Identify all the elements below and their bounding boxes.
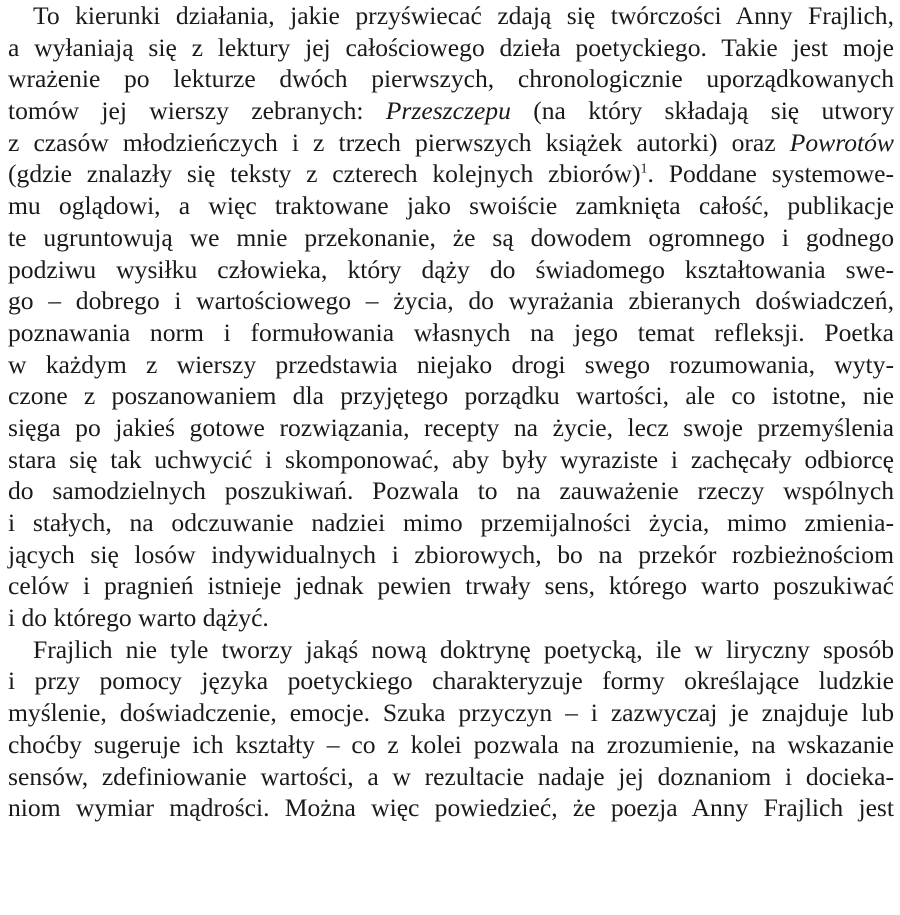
- text-line: [8, 761, 894, 793]
- text-line: [8, 570, 894, 602]
- text-segment: wrażenie po lekturze dwóch pierwszych, chronologicznie uporządkowanych: [8, 64, 894, 94]
- italic-title: Przeszczepu: [385, 96, 511, 126]
- text-line: [8, 507, 894, 539]
- text-line: [8, 602, 894, 634]
- text-segment: te ugruntowują we mnie przekonanie, że są dowodem ogromnego i godnego: [8, 222, 894, 252]
- text-segment: i przy pomocy języka poetyckiego charakteryzuje formy określające ludzkie: [8, 666, 894, 696]
- text-line: [8, 317, 894, 349]
- footnote-marker: 1: [640, 161, 648, 177]
- text-line: [8, 32, 894, 64]
- text-line: [8, 665, 894, 697]
- text-segment: (gdzie znalazły się teksty z czterech kolejnych zbiorów): [8, 159, 641, 189]
- text-line: [8, 729, 894, 761]
- text-line: [8, 285, 894, 317]
- text-segment: w każdym z wierszy przedstawia niejako drogi swego rozumowania, wyty-: [8, 349, 894, 379]
- text-line: [8, 380, 894, 412]
- text-segment: go – dobrego i wartościowego – życia, do wyrażania zbieranych doświadczeń,: [8, 286, 894, 316]
- text-segment: sięga po jakieś gotowe rozwiązania, recepty na życie, lecz swoje przemyślenia: [8, 412, 894, 442]
- text-line: [8, 222, 894, 254]
- text-line: [8, 412, 894, 444]
- text-line: [8, 190, 894, 222]
- text-line: [8, 697, 894, 729]
- text-segment: choćby sugeruje ich kształty – co z kolei pozwala na zrozumienie, na wskazanie: [8, 729, 894, 759]
- text-segment: . Poddane systemowe-: [647, 159, 894, 189]
- text-line: [8, 349, 894, 381]
- text-line: [8, 95, 894, 127]
- text-segment: poznawania norm i formułowania własnych na jego temat refleksji. Poetka: [8, 317, 894, 347]
- text-segment: i do którego warto dążyć.: [8, 603, 269, 633]
- text-segment: czone z poszanowaniem dla przyjętego porządku wartości, ale co istotne, nie: [8, 381, 894, 411]
- text-line: [8, 475, 894, 507]
- text-segment: i stałych, na odczuwanie nadziei mimo przemijalności życia, mimo zmienia-: [8, 508, 894, 537]
- text-line: [8, 634, 894, 666]
- text-line: [8, 792, 894, 824]
- text-segment: celów i pragnień istnieje jednak pewien trwały sens, którego warto poszukiwać: [8, 571, 894, 601]
- text-segment: myślenie, doświadczenie, emocje. Szuka przyczyn – i zazwyczaj je znajduje lub: [8, 698, 894, 728]
- text-segment: (na który składają się utwory: [510, 96, 894, 126]
- text-segment: podziwu wysiłku człowieka, który dąży do świadomego kształtowania swe-: [8, 254, 894, 284]
- paragraph-2: [8, 634, 894, 824]
- document-page: [8, 0, 894, 824]
- text-line: [8, 127, 894, 159]
- text-segment: z czasów młodzieńczych i z trzech pierwszych książek autorki) oraz: [8, 127, 790, 157]
- italic-title: Powrotów: [789, 127, 894, 157]
- text-line: [8, 539, 894, 571]
- text-segment: stara się tak uchwycić i skomponować, aby były wyraziste i zachęcały odbiorcę: [8, 444, 894, 474]
- text-line: [8, 0, 894, 32]
- text-line: [8, 158, 894, 190]
- text-segment: tomów jej wierszy zebranych:: [8, 96, 386, 126]
- paragraph-1: [8, 0, 894, 634]
- text-segment: mu oglądowi, a więc traktowane jako swoiście zamknięta całość, publikacje: [8, 191, 894, 221]
- text-segment: niom wymiar mądrości. Można więc powiedzieć, że poezja Anny Frajlich jest: [8, 793, 894, 823]
- text-line: [8, 444, 894, 476]
- text-segment: Frajlich nie tyle tworzy jakąś nową doktrynę poetycką, ile w liryczny sposób: [33, 634, 894, 664]
- text-line: [8, 254, 894, 286]
- text-segment: do samodzielnych poszukiwań. Pozwala to na zauważenie rzeczy wspólnych: [8, 476, 894, 506]
- text-segment: jących się losów indywidualnych i zbiorowych, bo na przekór rozbieżnościom: [8, 539, 894, 569]
- text-segment: To kierunki działania, jakie przyświecać zdają się twórczości Anny Frajlich,: [33, 1, 894, 30]
- text-segment: sensów, zdefiniowanie wartości, a w rezultacie nadaje jej doznaniom i docieka-: [8, 761, 894, 791]
- text-line: [8, 63, 894, 95]
- text-segment: a wyłaniają się z lektury jej całościowego dzieła poetyckiego. Takie jest moje: [8, 32, 894, 62]
